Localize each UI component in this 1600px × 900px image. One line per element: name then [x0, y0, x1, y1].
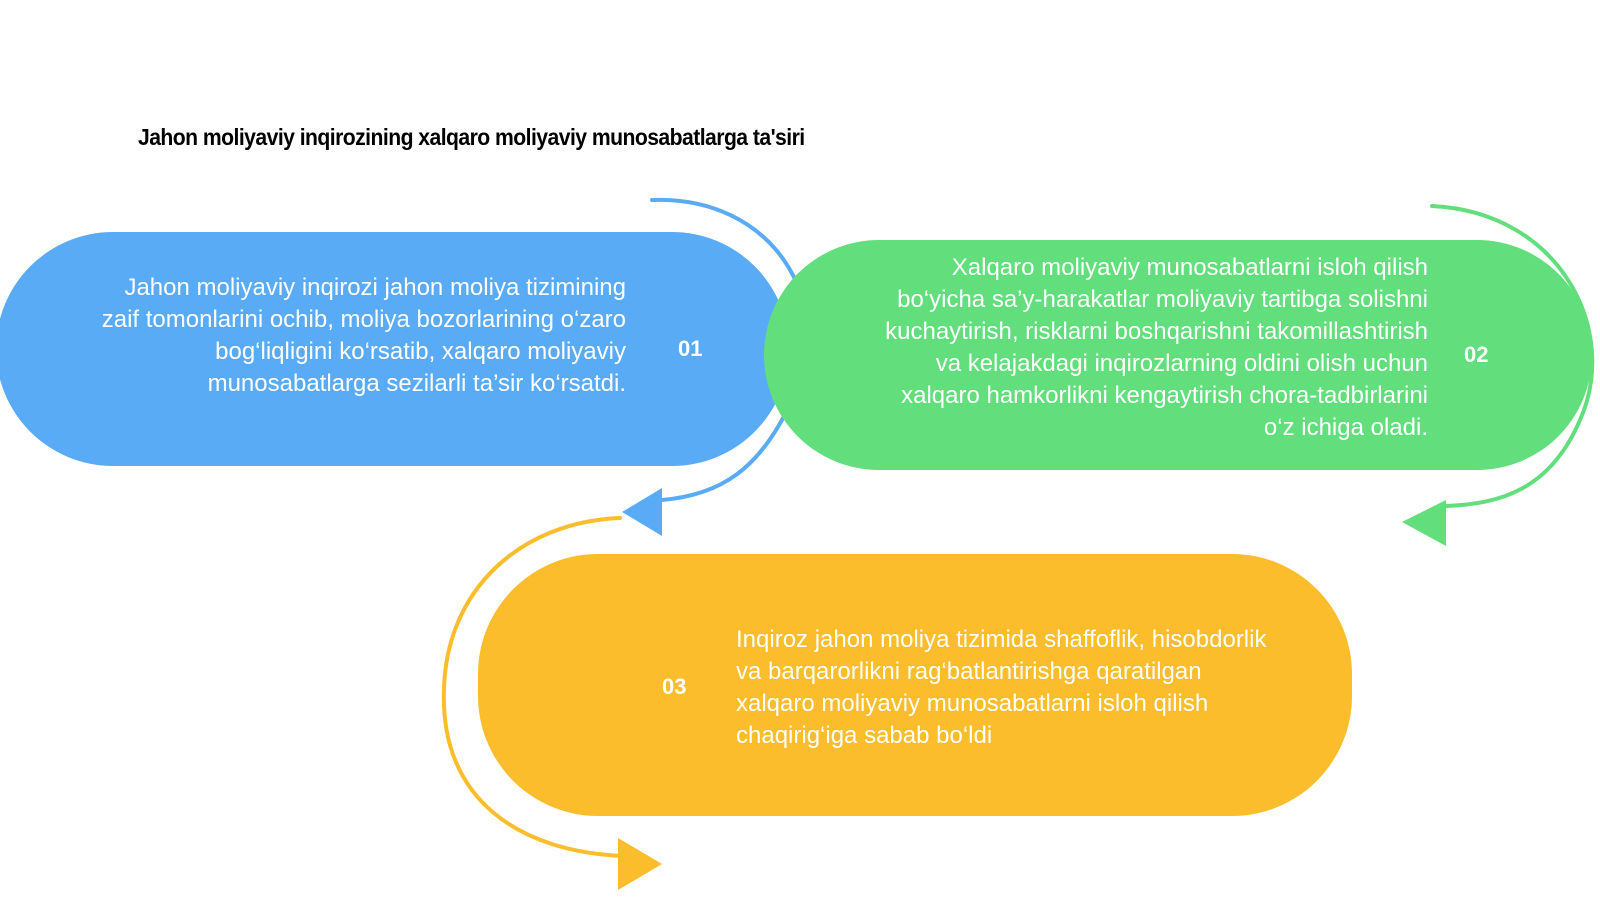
- green-arrowhead: [1402, 500, 1446, 546]
- step-card-2: [764, 240, 1592, 470]
- blue-arrowhead: [622, 488, 662, 536]
- page-title: Jahon moliyaviy inqirozining xalqaro moliyaviy munosabatlarga ta'siri: [138, 124, 805, 150]
- step-card-1: [0, 232, 789, 466]
- step-number-2: 02: [1464, 342, 1489, 367]
- yellow-arrowhead: [618, 838, 662, 890]
- step-text-3: Inqiroz jahon moliya tizimida shaffoflik, hisobdorlik va barqarorlikni rag‘batlantirishga qaratilgan xalqaro moliyaviy munosabatlarni isloh qilish chaqirig‘iga sabab bo‘ldi: [736, 626, 1267, 749]
- step-text-1: Jahon moliyaviy inqirozi jahon moliya tizimining zaif tomonlarini ochib, moliya bozorlarining o‘zaro bog‘liqligini ko‘rsatib, xalqaro moliyaviy munosabatlarga sezilarli ta’sir ko‘rsatdi.: [101, 274, 626, 397]
- step-text-2: Xalqaro moliyaviy munosabatlarni isloh qilish bo‘yicha sa’y-harakatlar moliyaviy tartibga solishni kuchaytirish, risklarni boshqarishni takomillashtirish va kelajakdagi inqirozlarning oldini olish uchun xalqaro hamkorlikni kengaytirish chora-tadbirlarini o‘z ichiga oladi.: [885, 254, 1428, 441]
- step-number-3: 03: [662, 674, 687, 699]
- step-card-3: [478, 554, 1352, 816]
- step-number-1: 01: [678, 336, 703, 361]
